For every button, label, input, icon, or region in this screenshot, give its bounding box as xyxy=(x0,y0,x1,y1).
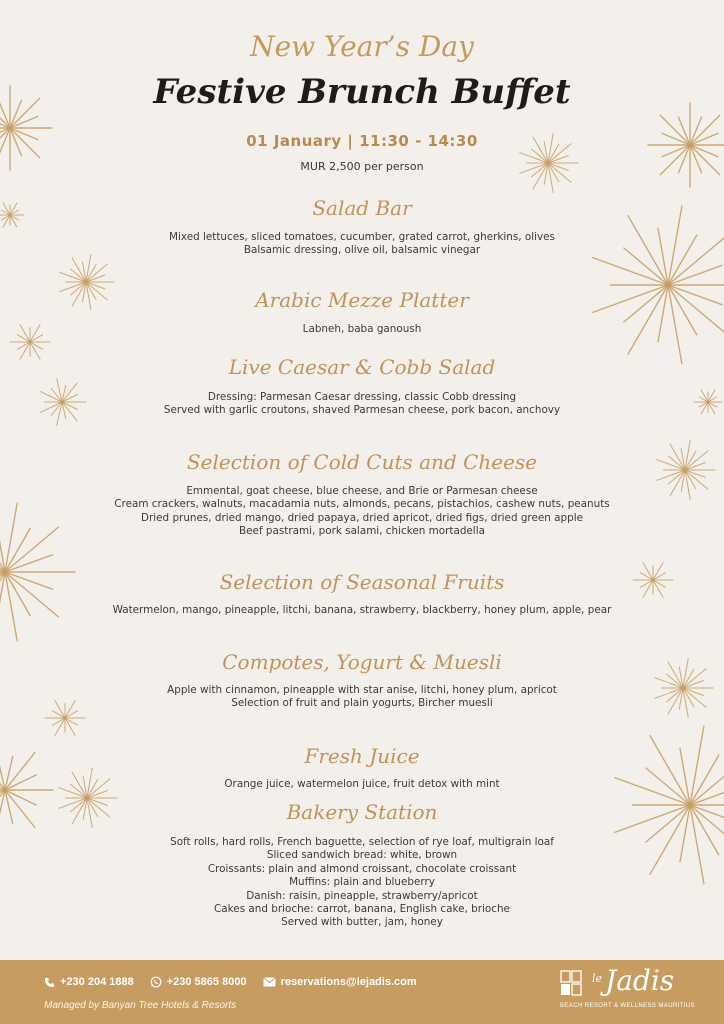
contact-row xyxy=(44,976,417,988)
event-date: 01 January | 11:30 - 14:30 xyxy=(246,132,478,150)
menu-line: Apple with cinnamon, pineapple with star anise, litchi, honey plum, apricot xyxy=(167,684,557,696)
section-body-cold-cuts xyxy=(0,485,724,539)
menu-line: Emmental, goat cheese, blue cheese, and Brie or Parmesan cheese xyxy=(186,485,538,497)
whatsapp-contact[interactable] xyxy=(150,976,247,988)
menu-line: Served with garlic croutons, shaved Parmesan cheese, pork bacon, anchovy xyxy=(163,404,561,417)
resort-logo-subtitle: BEACH RESORT & WELLNESS MAURITIUS xyxy=(560,1003,696,1009)
section-body-bakery xyxy=(0,836,724,930)
menu-line: Cakes and brioche: carrot, banana, English cake, brioche xyxy=(214,903,510,916)
email-contact[interactable] xyxy=(263,976,417,988)
event-price: MUR 2,500 per person xyxy=(300,160,424,173)
menu-line: Selection of fruit and plain yogurts, Bircher muesli xyxy=(231,697,493,710)
section-title-fruits: Selection of Seasonal Fruits xyxy=(219,570,505,594)
section-title-compotes: Compotes, Yogurt & Muesli xyxy=(222,650,502,674)
menu-line: Soft rolls, hard rolls, French baguette, selection of rye loaf, multigrain loaf xyxy=(170,836,554,848)
section-body-fruits xyxy=(0,604,724,617)
section-title-cold-cuts: Selection of Cold Cuts and Cheese xyxy=(186,450,538,474)
menu-line: Beef pastrami, pork salami, chicken mortadella xyxy=(239,525,485,538)
menu-line: Orange juice, watermelon juice, fruit detox with mint xyxy=(224,778,500,790)
envelope-icon xyxy=(263,977,276,987)
section-title-bakery: Bakery Station xyxy=(286,800,438,824)
menu-line: Croissants: plain and almond croissant, chocolate croissant xyxy=(207,862,517,875)
section-body-caesar-cobb xyxy=(0,391,724,418)
logo-prefix: le xyxy=(592,972,603,985)
whatsapp-icon xyxy=(150,976,162,988)
phone-number-1[interactable]: +230 204 1888 xyxy=(60,976,134,988)
footer-bar xyxy=(0,960,724,1024)
phone-number-2[interactable]: +230 5865 8000 xyxy=(166,976,247,988)
section-title-juice: Fresh Juice xyxy=(304,744,420,768)
section-title-caesar-cobb: Live Caesar & Cobb Salad xyxy=(228,355,496,379)
title-line-1: New Year’s Day xyxy=(250,30,474,63)
section-body-salad-bar xyxy=(0,231,724,258)
menu-line: Dried prunes, dried mango, dried papaya, dried apricot, dried figs, dried green apple xyxy=(141,511,583,524)
section-title-salad-bar: Salad Bar xyxy=(312,196,412,220)
email-address[interactable]: reservations@lejadis.com xyxy=(280,976,417,988)
menu-line: Dressing: Parmesan Caesar dressing, classic Cobb dressing xyxy=(207,391,517,403)
resort-logo-mark-icon xyxy=(560,970,582,996)
menu-line: Labneh, baba ganoush xyxy=(302,323,422,335)
menu-line: Muffins: plain and blueberry xyxy=(289,876,435,889)
managed-by-text: Managed by Banyan Tree Hotels & Resorts xyxy=(44,1000,237,1011)
section-title-mezze: Arabic Mezze Platter xyxy=(255,288,469,312)
menu-line: Watermelon, mango, pineapple, litchi, banana, strawberry, blackberry, honey plum, apple, pear xyxy=(112,604,612,616)
section-body-juice xyxy=(0,778,724,791)
menu-line: Cream crackers, walnuts, macadamia nuts, almonds, pecans, pistachios, cashew nuts, peanuts xyxy=(114,498,610,511)
section-body-compotes xyxy=(0,684,724,711)
phone-contact[interactable] xyxy=(44,976,134,988)
starburst-decoration xyxy=(593,206,724,364)
section-body-mezze xyxy=(0,323,724,336)
menu-line: Danish: raisin, pineapple, strawberry/apricot xyxy=(246,889,478,902)
phone-icon xyxy=(44,977,55,988)
title-line-2: Festive Brunch Buffet xyxy=(153,72,571,112)
menu-line: Balsamic dressing, olive oil, balsamic vinegar xyxy=(243,244,481,257)
menu-line: Sliced sandwich bread: white, brown xyxy=(266,849,458,862)
resort-logo-name: Jadis xyxy=(605,964,675,997)
menu-line: Served with butter, jam, honey xyxy=(281,916,443,929)
menu-line: Mixed lettuces, sliced tomatoes, cucumber, grated carrot, gherkins, olives xyxy=(169,231,555,243)
